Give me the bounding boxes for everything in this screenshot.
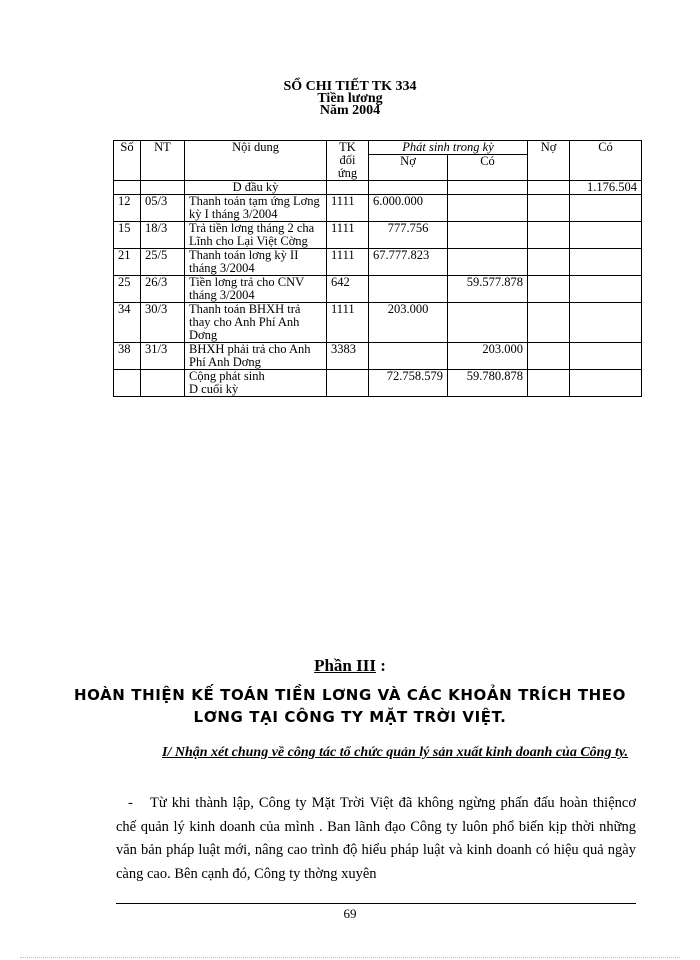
bullet-marker: - bbox=[128, 795, 133, 811]
table-row bbox=[114, 249, 642, 276]
closing-label: D cuối kỳ bbox=[189, 382, 239, 396]
row-no bbox=[369, 343, 448, 370]
row-no: 203.000 bbox=[369, 303, 448, 343]
row-so: 34 bbox=[114, 303, 141, 343]
row-nt: 18/3 bbox=[141, 222, 185, 249]
row-co bbox=[448, 249, 528, 276]
row-nt: 30/3 bbox=[141, 303, 185, 343]
row-tk: 1111 bbox=[327, 303, 369, 343]
table-row bbox=[114, 343, 642, 370]
ledger-title: SỔ CHI TIẾT TK 334 bbox=[283, 79, 417, 94]
row-no: 67.777.823 bbox=[369, 249, 448, 276]
row-tk: 1111 bbox=[327, 222, 369, 249]
col-header-nt: NT bbox=[141, 141, 185, 181]
row-so: 38 bbox=[114, 343, 141, 370]
row-so: 25 bbox=[114, 276, 141, 303]
subheading: I/ Nhận xét chung về công tác tổ chức quản lý sản xuất kinh doanh của Công ty. bbox=[162, 745, 629, 760]
row-desc: Thanh toán lơng kỳ II tháng 3/2004 bbox=[185, 249, 327, 276]
ledger-table bbox=[113, 140, 642, 397]
row-co bbox=[448, 195, 528, 222]
row-so: 21 bbox=[114, 249, 141, 276]
footer-rule bbox=[116, 903, 636, 904]
opening-label: D đầu kỳ bbox=[185, 181, 327, 195]
part-suffix: : bbox=[375, 656, 386, 675]
col-header-noi-dung: Nội dung bbox=[185, 141, 327, 181]
ledger-header bbox=[0, 80, 700, 117]
row-nt: 25/5 bbox=[141, 249, 185, 276]
row-tk: 642 bbox=[327, 276, 369, 303]
row-co: 59.577.878 bbox=[448, 276, 528, 303]
row-desc: Tiền lơng trả cho CNV tháng 3/2004 bbox=[185, 276, 327, 303]
row-co bbox=[448, 222, 528, 249]
row-nt: 31/3 bbox=[141, 343, 185, 370]
paragraph-text: Từ khi thành lập, Công ty Mặt Trời Việt đã không ngừng phấn đấu hoàn thiệncơ chế quản lý kinh doanh của mình . Ban lãnh đạo Công ty luôn phổ biến kịp thời những văn bản pháp luật mới, nâng cao trình độ hiểu pháp luật và kinh doanh có hiệu quả ngày càng cao. Bên cạnh đó, Công ty thờng xuyên bbox=[116, 795, 636, 882]
row-no: 6.000.000 bbox=[369, 195, 448, 222]
col-header-co: Có bbox=[448, 155, 528, 181]
table-row bbox=[114, 303, 642, 343]
page-number: 69 bbox=[343, 906, 357, 921]
col-header-no: Nợ bbox=[369, 155, 448, 181]
row-desc: Thanh toán BHXH trả thay cho Anh Phí Anh Dơng bbox=[185, 303, 327, 343]
table-row bbox=[114, 222, 642, 249]
total-row bbox=[114, 370, 642, 397]
table-row bbox=[114, 195, 642, 222]
col-header-co-2: Có bbox=[570, 141, 642, 181]
row-desc: BHXH phải trả cho Anh Phí Anh Dơng bbox=[185, 343, 327, 370]
row-desc: Thanh toán tạm ứng Lơng kỳ I tháng 3/2004 bbox=[185, 195, 327, 222]
ledger-year: Năm 2004 bbox=[319, 103, 381, 118]
part-title bbox=[0, 656, 700, 676]
total-labels bbox=[185, 370, 327, 397]
section-heading: HOÀN THIỆN KẾ TOÁN TIỀN LƠNG VÀ CÁC KHOẢN TRÍCH THEO LƠNG TẠI CÔNG TY MẶT TRỜI VIỆT. bbox=[73, 686, 627, 726]
part-label: Phần III bbox=[314, 656, 376, 675]
ledger-subtitle: Tiền lương bbox=[317, 91, 383, 106]
table-row bbox=[114, 276, 642, 303]
row-so: 12 bbox=[114, 195, 141, 222]
row-tk: 1111 bbox=[327, 249, 369, 276]
col-header-tk-doi-ung: TK đối ứng bbox=[327, 141, 369, 181]
row-co bbox=[448, 303, 528, 343]
col-header-so: Số bbox=[114, 141, 141, 181]
total-label: Cộng phát sinh bbox=[189, 369, 265, 383]
opening-balance-row bbox=[114, 181, 642, 195]
body-paragraph bbox=[116, 792, 636, 886]
total-co: 59.780.878 bbox=[448, 370, 528, 397]
row-co: 203.000 bbox=[448, 343, 528, 370]
row-desc: Trả tiền lơng tháng 2 cha Lĩnh cho Lại Việt Cờng bbox=[185, 222, 327, 249]
row-no: 777.756 bbox=[369, 222, 448, 249]
row-tk: 1111 bbox=[327, 195, 369, 222]
page-edge-divider bbox=[20, 957, 680, 958]
row-no bbox=[369, 276, 448, 303]
row-tk: 3383 bbox=[327, 343, 369, 370]
opening-balance-co: 1.176.504 bbox=[570, 181, 642, 195]
row-so: 15 bbox=[114, 222, 141, 249]
row-nt: 26/3 bbox=[141, 276, 185, 303]
col-header-no-2: Nợ bbox=[528, 141, 570, 181]
header-row-1 bbox=[114, 141, 642, 155]
col-header-phat-sinh: Phát sinh trong kỳ bbox=[369, 141, 528, 155]
total-no: 72.758.579 bbox=[369, 370, 448, 397]
row-nt: 05/3 bbox=[141, 195, 185, 222]
